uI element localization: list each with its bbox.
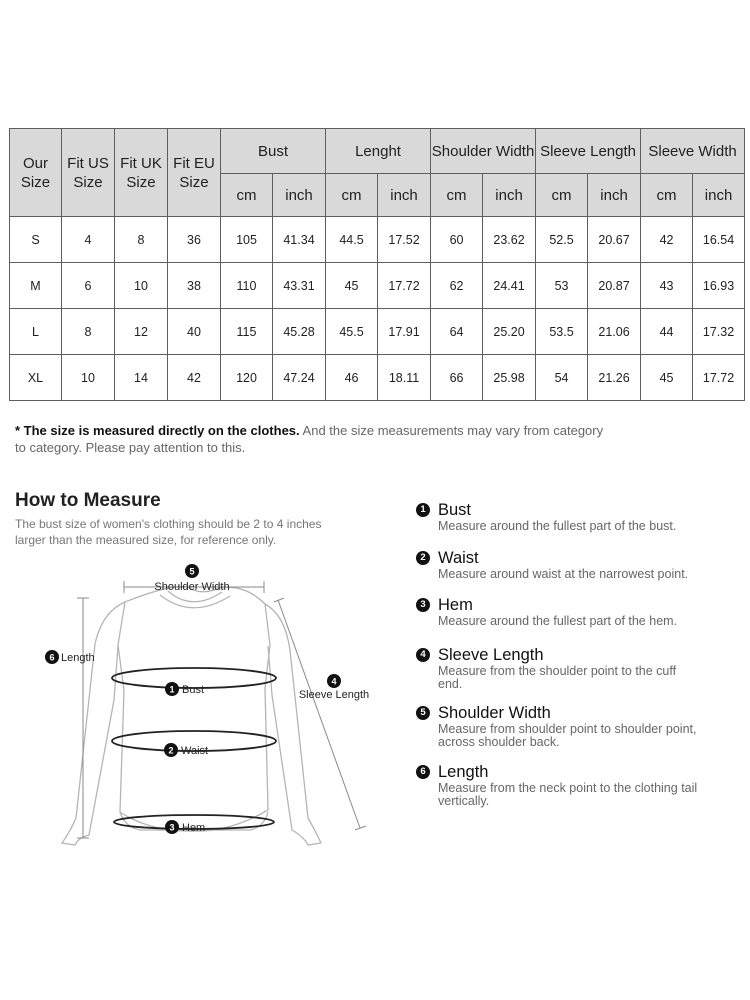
measurement-guide	[416, 500, 736, 808]
table-cell: 18.11	[378, 355, 431, 401]
guide-description: Measure around the fullest part of the bust.	[438, 519, 677, 533]
table-cell: 16.54	[693, 217, 745, 263]
table-cell: 17.32	[693, 309, 745, 355]
svg-text:Sleeve Length: Sleeve Length	[298, 689, 370, 701]
table-cell: 42	[641, 217, 693, 263]
number-badge-icon: 3	[416, 598, 430, 612]
svg-text:Bust: Bust	[182, 684, 205, 696]
table-cell: 64	[431, 309, 483, 355]
table-cell: 66	[431, 355, 483, 401]
header-our-size: Our Size	[10, 129, 62, 217]
number-badge-icon: 2	[416, 551, 430, 565]
guide-description: Measure around waist at the narrowest point.	[438, 567, 689, 581]
table-cell: 40	[168, 309, 221, 355]
shoulder-width-marker	[154, 564, 229, 593]
table-cell: 17.52	[378, 217, 431, 263]
hem-marker	[165, 820, 205, 834]
header-fit-us: Fit US Size	[62, 129, 115, 217]
table-cell: 8	[62, 309, 115, 355]
table-cell: 105	[221, 217, 273, 263]
svg-text:Length: Length	[61, 652, 95, 664]
unit-cm: cm	[536, 174, 588, 217]
guide-title: Shoulder Width	[438, 704, 551, 722]
table-cell: 53	[536, 263, 588, 309]
table-cell: 20.67	[588, 217, 641, 263]
unit-cm: cm	[641, 174, 693, 217]
table-row-l	[10, 309, 745, 355]
how-to-measure-title: How to Measure	[15, 490, 161, 511]
number-badge-icon: 5	[416, 706, 430, 720]
table-cell: 41.34	[273, 217, 326, 263]
number-badge-icon: 6	[416, 765, 430, 779]
table-cell: 45	[326, 263, 378, 309]
waist-marker	[164, 743, 208, 757]
header-fit-eu: Fit EU Size	[168, 129, 221, 217]
table-cell: 54	[536, 355, 588, 401]
number-badge-icon: 1	[416, 503, 430, 517]
table-cell: 21.26	[588, 355, 641, 401]
bust-marker	[165, 682, 204, 696]
svg-text:Shoulder Width: Shoulder Width	[154, 581, 230, 593]
table-cell: 60	[431, 217, 483, 263]
guide-description: Measure from the shoulder point to the cuff end.	[438, 664, 677, 691]
measurement-note	[15, 422, 615, 456]
size-chart-table	[9, 128, 745, 401]
guide-description: Measure around the fullest part of the hem.	[438, 614, 678, 628]
table-cell: M	[10, 263, 62, 309]
table-cell: 21.06	[588, 309, 641, 355]
table-cell: 6	[62, 263, 115, 309]
table-cell: 46	[326, 355, 378, 401]
svg-text:6: 6	[49, 652, 55, 663]
header-sleeve-width: Sleeve Width	[641, 129, 745, 174]
table-cell: 4	[62, 217, 115, 263]
table-cell: 43.31	[273, 263, 326, 309]
guide-title: Waist	[438, 549, 479, 567]
svg-text:3: 3	[169, 822, 175, 833]
table-cell: 43	[641, 263, 693, 309]
header-bust: Bust	[221, 129, 326, 174]
unit-inch: inch	[588, 174, 641, 217]
table-cell: 10	[115, 263, 168, 309]
guide-title: Bust	[438, 501, 472, 519]
svg-text:2: 2	[168, 745, 174, 756]
svg-text:5: 5	[189, 566, 195, 577]
note-rest: And the size measurements may vary from category to category. Please pay attention to this.	[15, 423, 604, 455]
unit-cm: cm	[431, 174, 483, 217]
guide-item-sleeve-length	[416, 645, 736, 691]
guide-description: Measure from the neck point to the clothing tail vertically.	[438, 781, 698, 808]
header-sleeve-length: Sleeve Length	[536, 129, 641, 174]
table-cell: 25.20	[483, 309, 536, 355]
table-cell: 38	[168, 263, 221, 309]
table-cell: 17.72	[378, 263, 431, 309]
table-cell: 12	[115, 309, 168, 355]
guide-title: Hem	[438, 596, 473, 614]
table-row-xl	[10, 355, 745, 401]
svg-text:1: 1	[169, 684, 175, 695]
table-cell: 120	[221, 355, 273, 401]
table-cell: 115	[221, 309, 273, 355]
table-cell: S	[10, 217, 62, 263]
guide-item-shoulder-width	[416, 703, 736, 749]
table-cell: 45.28	[273, 309, 326, 355]
table-cell: 47.24	[273, 355, 326, 401]
table-cell: 110	[221, 263, 273, 309]
guide-title: Length	[438, 763, 489, 781]
guide-item-hem	[416, 595, 736, 628]
unit-cm: cm	[326, 174, 378, 217]
svg-text:Waist: Waist	[181, 745, 209, 757]
table-cell: 44.5	[326, 217, 378, 263]
table-cell: L	[10, 309, 62, 355]
table-cell: 17.72	[693, 355, 745, 401]
table-cell: 45.5	[326, 309, 378, 355]
header-fit-uk: Fit UK Size	[115, 129, 168, 217]
guide-title: Sleeve Length	[438, 646, 544, 664]
svg-text:Hem: Hem	[182, 822, 206, 834]
how-to-measure-subtitle: The bust size of women's clothing should be 2 to 4 inches larger than the measured size, for reference only.	[15, 517, 322, 547]
table-cell: 52.5	[536, 217, 588, 263]
table-cell: 14	[115, 355, 168, 401]
guide-item-bust	[416, 500, 736, 533]
table-header-row	[10, 129, 745, 174]
unit-cm: cm	[221, 174, 273, 217]
table-cell: 24.41	[483, 263, 536, 309]
table-cell: 10	[62, 355, 115, 401]
unit-inch: inch	[693, 174, 745, 217]
table-cell: 62	[431, 263, 483, 309]
guide-item-length	[416, 762, 736, 808]
table-cell: XL	[10, 355, 62, 401]
table-cell: 23.62	[483, 217, 536, 263]
table-cell: 20.87	[588, 263, 641, 309]
table-cell: 8	[115, 217, 168, 263]
sweater-outline-icon	[62, 587, 321, 845]
note-bold: * The size is measured directly on the clothes.	[15, 423, 300, 438]
length-marker	[45, 650, 95, 664]
unit-inch: inch	[378, 174, 431, 217]
table-cell: 42	[168, 355, 221, 401]
unit-inch: inch	[483, 174, 536, 217]
table-cell: 16.93	[693, 263, 745, 309]
guide-description: Measure from shoulder point to shoulder point, across shoulder back.	[438, 722, 697, 749]
table-cell: 17.91	[378, 309, 431, 355]
number-badge-icon: 4	[416, 648, 430, 662]
unit-inch: inch	[273, 174, 326, 217]
table-cell: 45	[641, 355, 693, 401]
guide-item-waist	[416, 548, 736, 581]
sweater-diagram	[40, 560, 380, 850]
table-cell: 25.98	[483, 355, 536, 401]
svg-text:4: 4	[331, 676, 337, 687]
header-length: Lenght	[326, 129, 431, 174]
table-cell: 53.5	[536, 309, 588, 355]
table-cell: 36	[168, 217, 221, 263]
table-cell: 44	[641, 309, 693, 355]
header-shoulder-width: Shoulder Width	[431, 129, 536, 174]
table-row-s	[10, 217, 745, 263]
table-row-m	[10, 263, 745, 309]
